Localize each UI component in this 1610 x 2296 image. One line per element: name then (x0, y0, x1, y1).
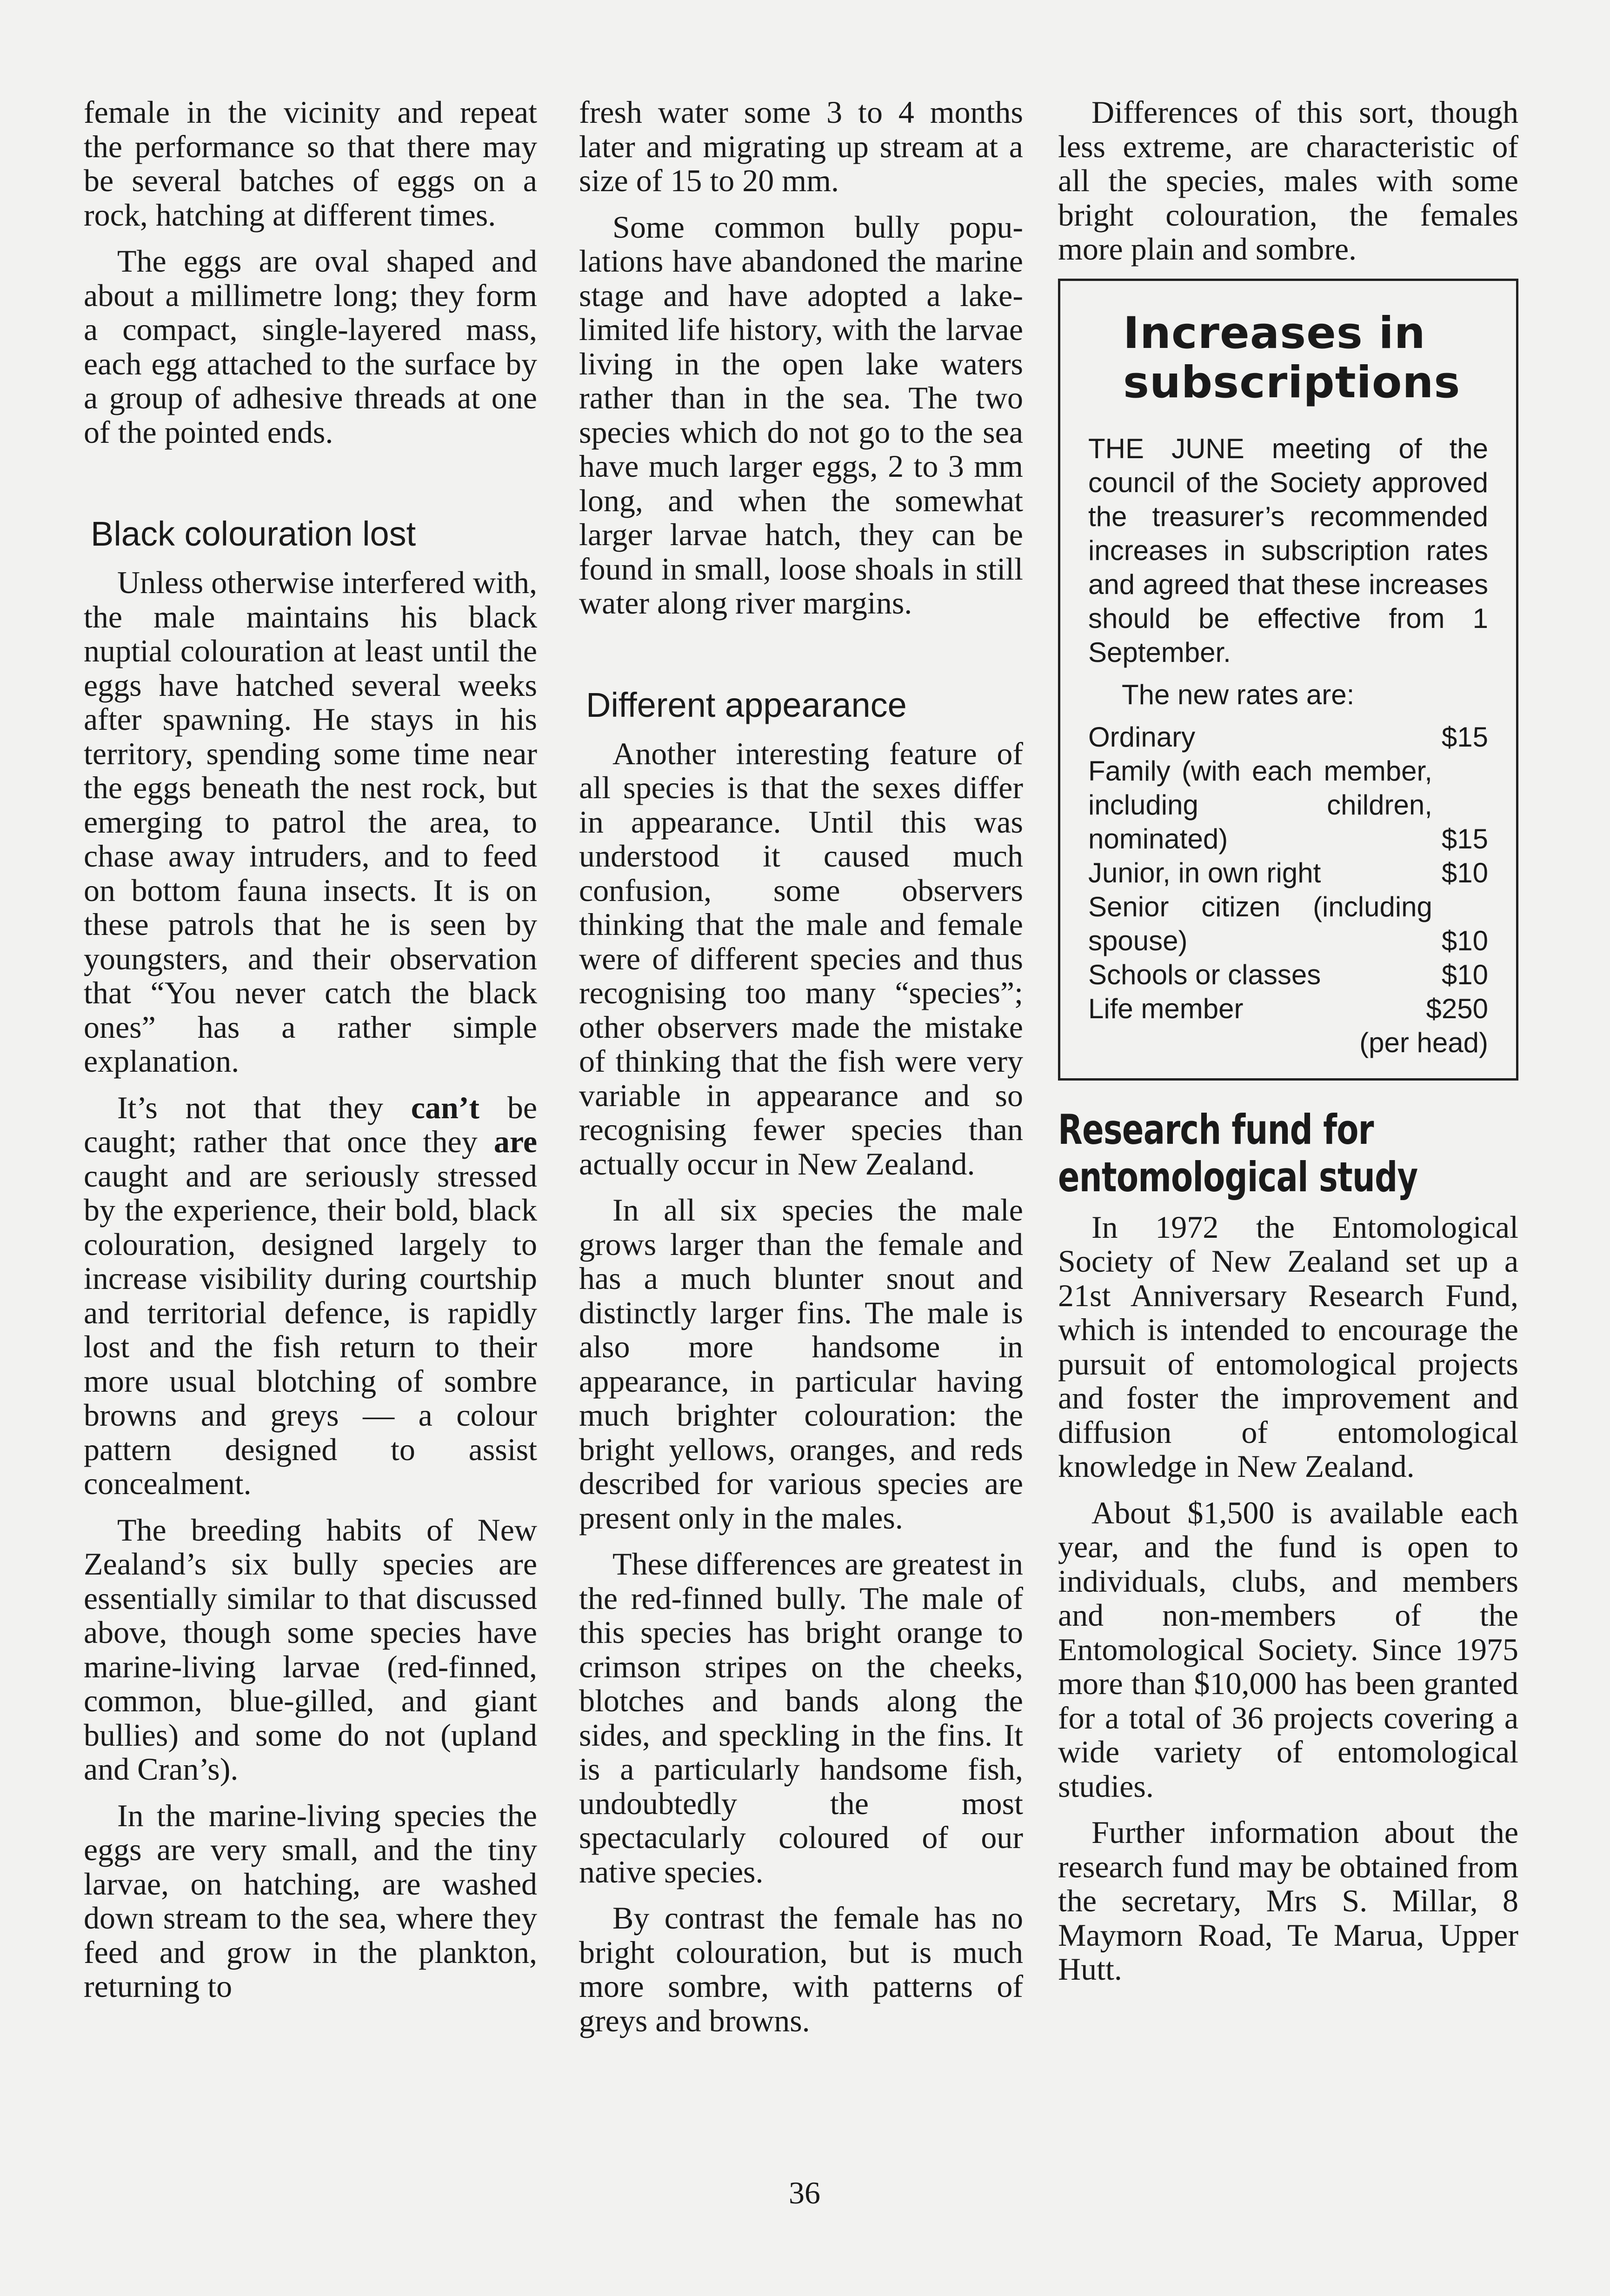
subscriptions-body: THE JUNE meeting of the council of the Society approved the treasurer’s recommended increases in subscription rates and agreed that these increases should be effective from 1 September. (1088, 433, 1488, 668)
paragraph: About $1,500 is available each year, and the fund is open to individuals, clubs, and members and non-members of the Entomological Society. Since 1975 more than $10,000 has been granted for a total of 36 projects covering a wide variety of entomological studies. (1058, 1495, 1518, 1804)
paragraph: The eggs are oval shaped and about a millimetre long; they form a compact, single-layered mass, each egg attached to the surface by a group of adhesive threads at one of the pointed ends. (84, 243, 537, 450)
section-heading-different-appearance: Different appearance (586, 685, 907, 724)
rate-amount: $250 (1426, 993, 1488, 1024)
column-right (1058, 95, 1518, 1999)
paragraph: The breeding habits of New Zealand’s six bully species are essentially similar to that discussed above, though some species have marine-living larvae (red-finned, common, blue-gilled, and giant bullies) and some do not (upland and Cran’s). (84, 1512, 537, 1787)
column-left (84, 95, 537, 2016)
rate-amount: $15 (1441, 823, 1488, 854)
rate-label: Junior, in own right (1088, 857, 1321, 888)
page-number: 36 (789, 2175, 820, 2210)
rate-amount: $10 (1441, 959, 1488, 990)
subscriptions-notice-box (1058, 279, 1518, 1081)
research-fund-heading: Research fund for entomological study (1058, 1105, 1418, 1201)
paragraph: fresh water some 3 to 4 months later and migrating up stream at a size of 15 to 20 mm. (579, 94, 1023, 198)
text-run: caught and are seriously stressed by the experience, their bold, black colouration, designed largely to increase visibility during courtship and territorial defence, is rapidly lost and the fish return to their more usual blotching of sombre browns and greys — a colour pattern designed to assist concealment. (84, 1158, 537, 1501)
paragraph: Differences of this sort, though less extreme, are characteristic of all the species, males with some bright colouration, the females more plain and sombre. (1058, 94, 1518, 267)
paragraph (84, 1091, 537, 1501)
rate-row (1088, 890, 1488, 958)
rate-row (1088, 720, 1488, 754)
rate-label: Schools or classes (1088, 959, 1321, 990)
paragraph: Another interesting feature of all species is that the sexes differ in appearance. Until this was understood it caused much confusion, some observers thinking that the male and female were of different species and thus recognising too many “species”; other observers made the mistake of thinking that the fish were very variable in appearance and so recognising fewer species than actually occur in New Zealand. (579, 735, 1023, 1181)
paragraph: female in the vicinity and repeat the performance so that there may be several batches of eggs on a rock, hatching at different times. (84, 94, 537, 233)
rate-label: Family (with each member, including children, nominated) (1088, 755, 1432, 854)
rate-row (1088, 754, 1488, 856)
rate-label: Life member (1088, 993, 1244, 1024)
rate-amount: $10 (1441, 857, 1488, 888)
rate-row (1088, 856, 1488, 890)
paragraph: Unless otherwise interfered with, the male maintains his black nuptial colouration at least until the eggs have hatched several weeks after spawning. He stays in his territory, spending some time near the eggs beneath the nest rock, but emerging to patrol the area, to chase away intruders, and to feed on bottom fauna insects. It is on these patrols that he is seen by youngsters, and their observation that “You never catch the black ones” has a rather simple explanation. (84, 565, 537, 1079)
rates-intro: The new rates are: (1122, 679, 1355, 710)
emphasis-cant: can’t (411, 1089, 480, 1125)
rate-label: Ordinary (1088, 721, 1196, 753)
paragraph: In 1972 the Entomological Society of New Zealand set up a 21st Anniversary Research Fund, which is intended to encourage the pursuit of entomological projects and foster the improvement and diffusion of entomological knowledge in New Zealand. (1058, 1209, 1518, 1484)
paragraph: By contrast the female has no bright colouration, but is much more sombre, with patterns of greys and browns. (579, 1900, 1023, 2038)
rate-amount: $10 (1441, 925, 1488, 956)
paragraph: Further information about the research fund may be obtained from the secretary, Mrs S. Millar, 8 Maymorn Road, Te Marua, Upper Hutt. (1058, 1815, 1518, 1987)
paragraph: In all six species the male grows larger than the female and has a much blunter snout and distinctly larger fins. The male is also more handsome in appearance, in particular having much brighter colouration: the bright yellows, oranges, and reds described for various species are present only in the males. (579, 1192, 1023, 1535)
rate-row (1088, 958, 1488, 992)
emphasis-are: are (493, 1124, 537, 1159)
paragraph: These differences are greatest in the red-finned bully. The male of this species has bright orange to crimson stripes on the cheeks, blotches and bands along the sides, and speckling in the fins. It is a particularly handsome fish, undoubtedly the most spectacularly coloured of our native species. (579, 1546, 1023, 1889)
paragraph: Some common bully populations have abandoned the marine stage and have adopted a lake-limited life history, with the larvae living in the open lake waters rather than in the sea. The two species which do not go to the sea have much larger eggs, 2 to 3 mm long, and when the somewhat larger larvae hatch, they can be found in small, loose shoals in still water along river margins. (579, 209, 1023, 621)
rate-amount: $15 (1441, 721, 1488, 753)
subscriptions-title: Increases in subscriptions (1123, 307, 1461, 408)
text-run: be caught; rather that once they (84, 1089, 537, 1159)
paragraph: In the marine-living species the eggs are very small, and the tiny larvae, on hatching, are washed down stream to the sea, where they feed and grow in the plankton, returning to (84, 1797, 537, 2004)
per-head-note: (per head) (1359, 1027, 1488, 1058)
rate-row (1088, 992, 1488, 1026)
column-middle (579, 95, 1023, 2050)
rates-list (1088, 720, 1488, 1026)
rate-label: Senior citizen (including spouse) (1088, 891, 1432, 956)
section-heading-black-colouration: Black colouration lost (91, 514, 416, 553)
text-run: It’s not that they (117, 1089, 411, 1125)
